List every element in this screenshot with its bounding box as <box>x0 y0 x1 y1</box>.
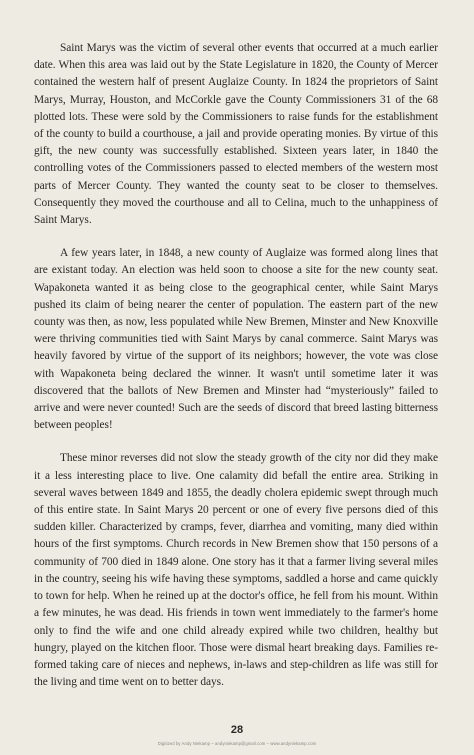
digitization-credit: Digitized by Andy Niekamp – andyniekamp@gmail.com – www.andyniekamp.com <box>157 741 317 746</box>
paragraph-cholera-epidemic: These minor reverses did not slow the steady growth of the city nor did they make it a less interesting place to live. One calamity did befall the entire area. Striking in several waves between 1849 and 1855, the deadly cholera epidemic swept through much of this entire state. In Saint Marys 20 percent or one of every five persons died of this sudden killer. Characterized by cramps, fever, diarrhea and vomiting, many died within hours of the first symptoms. Church records in New Bremen show that 150 persons of a community of 700 died in 1849 alone. One story has it that a farmer living several miles in the country, seeing his wife having these symptoms, saddled a horse and came quickly to town for help. When he reined up at the doctor's office, he fell from his mount. Within a few minutes, he was dead. His friends in town went immediately to the farmer's home only to find the wife and one child already expired while two children, healthy but hungry, played on the kitchen floor. Those were dismal heart breaking days. Families re-formed taking care of nieces and nephews, in-laws and step-children as life was still for the living and time went on to better days. <box>34 452 438 689</box>
page-number: 28 <box>230 724 244 736</box>
paragraph-county-history: Saint Marys was the victim of several other events that occurred at a much earlier date. When this area was laid out by the State Legislature in 1820, the County of Mercer contained the western half of present Auglaize County. In 1824 the proprietors of Saint Marys, Murray, Houston, and McCorkle gave the County Commissioners 31 of the 68 plotted lots. These were sold by the Commissioners to raise funds for the establishment of the county to build a courthouse, a jail and provide operating monies. By virtue of this gift, the new county was successfully established. Sixteen years later, in 1840 the controlling votes of the Commissioners passed to elected members of the western most parts of Mercer County. They wanted the county seat to be closer to themselves. Consequently they moved the courthouse and all to Celina, much to the unhappiness of Saint Marys. <box>34 42 438 227</box>
paragraph-auglaize-election: A few years later, in 1848, a new county of Auglaize was formed along lines that are existant today. An election was held soon to choose a site for the new county seat. Wapakoneta wanted it as being close to the geographical center, while Saint Marys pushed its claim of being nearer the center of population. The eastern part of the new county was then, as now, less populated while New Bremen, Minster and New Knoxville were thriving communities tied with Saint Marys by canal commerce. Saint Marys was heavily favored by virtue of the support of its neighbors; however, the vote was close with Wapakoneta being declared the winner. It wasn't until sometime later it was discovered that the ballots of New Bremen and Minster had “mysteriously” failed to arrive and were never counted! Such are the seeds of discord that breed lasting bitterness between peoples! <box>34 247 438 432</box>
